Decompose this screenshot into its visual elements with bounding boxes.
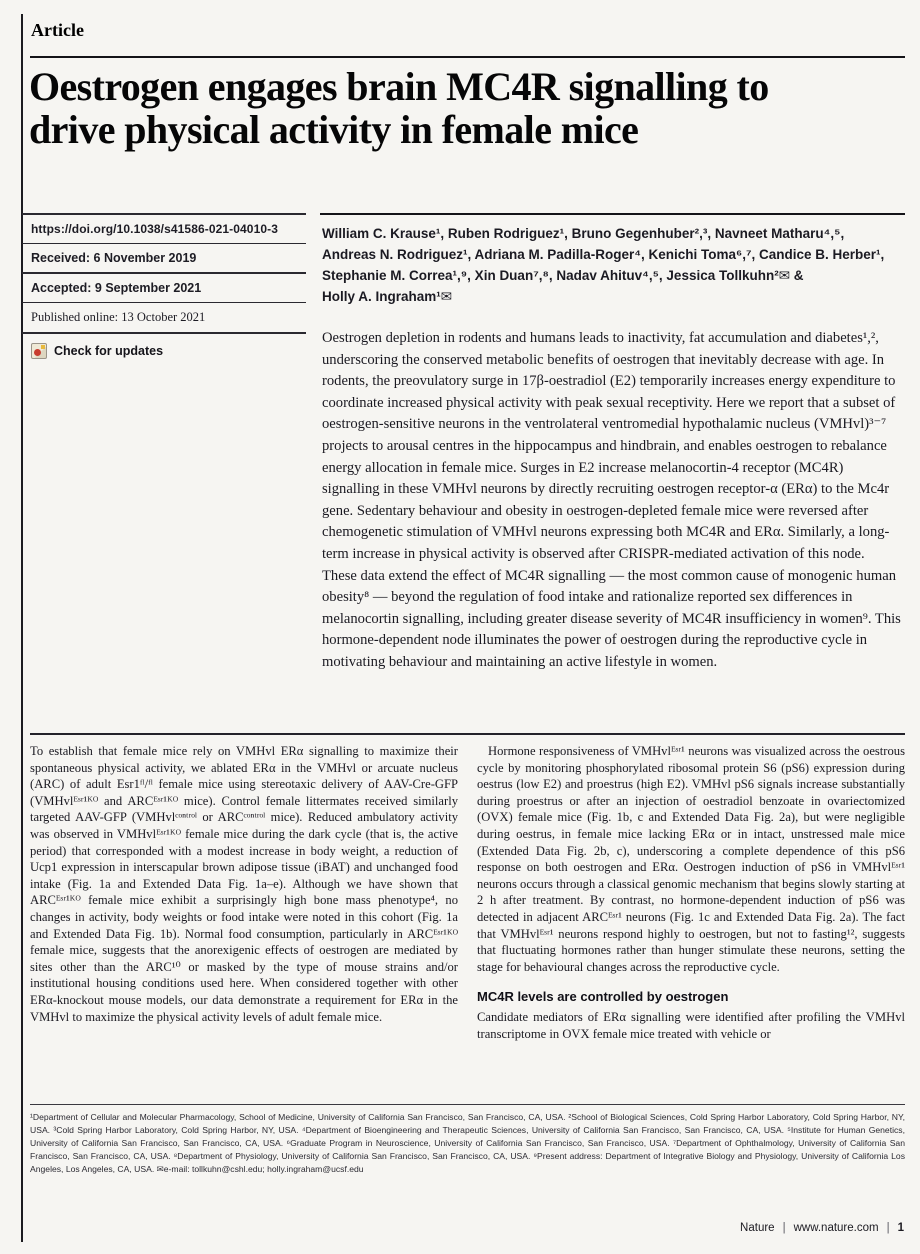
author-list (322, 224, 902, 308)
accepted-date: Accepted: 9 September 2021 (31, 280, 202, 295)
footer-separator: | (886, 1222, 890, 1234)
author-line: Stephanie M. Correa¹,⁹, Xin Duan⁷,⁸, Nadav Ahituv⁴,⁵, Jessica Tollkuhn²✉ & (322, 267, 804, 283)
published-date: Published online: 13 October 2021 (31, 310, 206, 324)
page-title (29, 66, 911, 152)
footer-page-number: 1 (897, 1222, 904, 1234)
abstract-text: Oestrogen depletion in rodents and humans leads to inactivity, fat accumulation and diabetes¹,², underscoring the conserved metabolic benefits of oestrogen that inevitably decrease with age. In rodents, the preovulatory surge in 17β-oestradiol (E2) temporarily increases energy expenditure to coordinate increased physical activity with peak sexual receptivity. Here we report that a subset of oestrogen-sensitive neurons in the ventrolateral ventromedial hypothalamic nucleus (VMHvl)³⁻⁷ projects to arousal centres in the hippocampus and hindbrain, and enables oestrogen to rebalance energy allocation in female mice. Surges in E2 increase melanocortin-4 receptor (MC4R) signalling in these VMHvl neurons by directly recruiting oestrogen receptor-α (ERα) to the Mc4r gene. Sedentary behaviour and obesity in oestrogen-depleted female mice were reversed after chemogenetic stimulation of VMHvl neurons expressing both MC4R and ERα. Similarly, a long-term increase in physical activity is observed after CRISPR-mediated activation of this node. These data extend the effect of MC4R signalling — the most common cause of monogenic human obesity⁸ — beyond the regulation of food intake and rationalize reported sex differences in melanocortin signalling, including greater disease severity of MC4R insufficiency in women⁹. This hormone-dependent node illuminates the power of oestrogen during the reproductive cycle in motivating behaviour and maintaining an active lifestyle in women. (322, 330, 901, 670)
doi-link[interactable]: https://doi.org/10.1038/s41586-021-04010-3 (31, 221, 278, 236)
footer-journal: Nature (740, 1222, 775, 1234)
received-date: Received: 6 November 2019 (31, 251, 197, 265)
page-footer (740, 1222, 904, 1234)
authors-divider (320, 213, 905, 215)
body-paragraph: Candidate mediators of ERα signalling were identified after profiling the VMHvl transcriptome in OVX female mice treated with vehicle or (477, 1009, 905, 1041)
left-margin-rule (21, 14, 23, 1242)
author-line: William C. Krause¹, Ruben Rodriguez¹, Bruno Gegenhuber²,³, Navneet Matharu⁴,⁵, (322, 226, 845, 241)
section-heading: MC4R levels are controlled by oestrogen (477, 989, 729, 1005)
article-kicker: Article (31, 20, 84, 40)
title-line-1: Oestrogen engages brain MC4R signalling to (29, 64, 769, 109)
body-column-left (30, 743, 458, 1042)
author-line: Holly A. Ingraham¹✉ (322, 288, 453, 304)
footer-url: www.nature.com (793, 1222, 879, 1234)
kicker-divider (30, 56, 905, 58)
footnote-divider (30, 1104, 905, 1105)
body-columns (30, 743, 905, 1042)
body-column-right (477, 743, 905, 1042)
body-paragraph: To establish that female mice rely on VMHvl ERα signalling to maximize their spontaneous physical activity, we ablated ERα in the VMHvl or arcuate nucleus (ARC) of adult Esr1ᶠˡ/ᶠˡ female mice using stereotaxic delivery of AAV-Cre-GFP (VMHvlᴱˢʳ¹ᴷᴼ and ARCᴱˢʳ¹ᴷᴼ mice). Control female littermates received similarly targeted AAV-GFP (VMHvlᶜᵒⁿᵗʳᵒˡ or ARCᶜᵒⁿᵗʳᵒˡ mice). Reduced ambulatory activity was observed in VMHvlᴱˢʳ¹ᴷᴼ female mice during the dark cycle (that is, the active period) that corresponded with a modest increase in body weight, a reduction of Ucp1 expression in interscapular brown adipose tissue (iBAT) and unchanged food intake (Fig. 1a and Extended Data Fig. 1a–e). Although we have shown that ARCᴱˢʳ¹ᴷᴼ female mice exhibit a surprisingly high bone mass phenotype⁴, no changes in activity, body weights or food intake were noted in this cohort (Fig. 1a and Extended Data Fig. 1b). Normal food consumption, particularly in ARCᴱˢʳ¹ᴷᴼ female mice, suggests that the anorexigenic effects of oestrogen are mediated by sites other than the ARC¹⁰ or masked by the type of mouse strains and/or institutional housing conditions used here. When considered together with other ERα-knockout mouse models, our data demonstrate a requirement for ERα in the VMHvl to maximize the physical activity levels of adult female mice. (30, 744, 458, 1024)
article-meta-panel (22, 213, 306, 359)
crossmark-icon (31, 343, 47, 359)
title-line-2: drive physical activity in female mice (29, 106, 639, 152)
author-line: Andreas N. Rodriguez¹, Adriana M. Padilla-Roger⁴, Kenichi Toma⁶,⁷, Candice B. Herber¹, (322, 246, 885, 262)
doi-row (22, 215, 306, 243)
body-paragraph: Hormone responsiveness of VMHvlᴱˢʳ¹ neurons was visualized across the oestrous cycle by monitoring phosphorylated ribosomal protein S6 (pS6) expression during oestrus (low E2) and proestrus (high E2). VMHvl pS6 signals increase substantially during proestrus or after an injection of oestradiol benzoate in ovariectomized (OVX) female mice (Fig. 1b, c and Extended Data Fig. 2a), but were negligible during oestrus, in female mice lacking ERα or in intact, unstressed male mice (Extended Data Fig. 2b, c), underscoring a complete dependence of this pS6 response on both oestrogen and ERα. Oestrogen induction of pS6 in VMHvlᴱˢʳ¹ neurons occurs through a classical genomic mechanism that begins slowly starting at 2 h after treatment. By contrast, no hormone-dependent induction of pS6 was detected in adjacent ARCᴱˢʳ¹ neurons (Fig. 1c and Extended Data Fig. 2a). The fact that VMHvlᴱˢʳ¹ neurons respond highly to oestrogen, but not to fasting¹², suggests that fluctuating hormones rather than hunger stimulate these neurons, setting the stage for behavioural changes across the reproductive cycle. (477, 744, 905, 974)
body-top-divider (30, 733, 905, 735)
affiliations-footnote: ¹Department of Cellular and Molecular Pharmacology, School of Medicine, University of California San Francisco, San Francisco, CA, USA. ²School of Biological Sciences, Cold Spring Harbor Laboratory, Cold Spring Harbor, NY, USA. ³Cold Spring Harbor Laboratory, Cold Spring Harbor, NY, USA. ⁴Department of Bioengineering and Therapeutic Sciences, University of California San Francisco, San Francisco, CA, USA. ⁵Institute for Human Genetics, University of California San Francisco, San Francisco, CA, USA. ⁶Graduate Program in Neuroscience, University of California San Francisco, San Francisco, USA. ⁷Department of Ophthalmology, University of California San Francisco, San Francisco, CA, USA. ⁸Department of Physiology, University of California San Francisco, San Francisco, CA, USA. ⁹Present address: Department of Integrative Biology and Physiology, University of California Los Angeles, Los Angeles, CA, USA. ✉e-mail: tollkuhn@cshl.edu; holly.ingraham@ucsf.edu (30, 1112, 905, 1174)
check-for-updates-button[interactable] (22, 334, 306, 359)
footer-separator: | (782, 1222, 786, 1234)
check-for-updates-label: Check for updates (54, 343, 164, 358)
